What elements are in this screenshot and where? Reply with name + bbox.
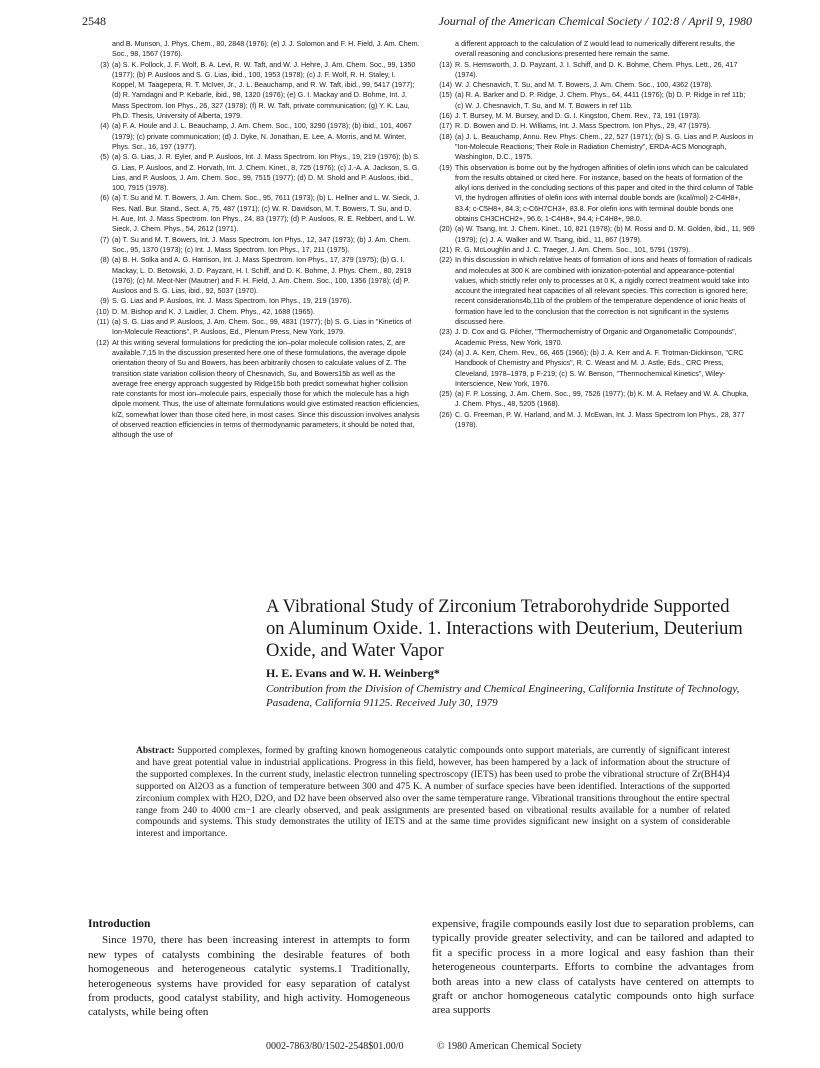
intro-paragraph-continued: expensive, fragile compounds easily lost due to separation problems, can typically provide greater selectivity, and can be tailored and adapted to fit a specific process in a more logical and easy fashion than their heterogeneous counterparts. Efforts to combine the advantages from both areas into a new class of catalysts have centered on attempts to graft or anchor homogeneous catalytic compounds onto high surface area supports <box>432 918 754 1017</box>
reference-entry <box>433 163 755 225</box>
reference-entry <box>433 39 755 60</box>
reference-text: J. D. Cox and G. Pilcher, "Thermochemistry of Organic and Organometallic Compounds", Academic Press, New York, 1970. <box>455 328 737 347</box>
reference-entry <box>90 121 420 152</box>
reference-text: (a) W. Tsang, Int. J. Chem. Kinet., 10, 821 (1978); (b) M. Rossi and D. M. Golden, ibid., 11, 969 (1979); (c) J. A. Walker and W. Tsang, ibid., 11, 867 (1979). <box>455 225 755 244</box>
page-number: 2548 <box>82 14 106 28</box>
reference-number: (19) <box>439 163 452 172</box>
contribution-line: Contribution from the Division of Chemistry and Chemical Engineering, California Institute of Technology, Pasadena, California 91125. Received July 30, 1979 <box>266 683 740 709</box>
reference-number: (5) <box>100 153 109 162</box>
reference-number: (13) <box>439 60 452 69</box>
reference-number: (23) <box>439 328 452 337</box>
reference-text: This observation is borne out by the hydrogen affinities of olefin ions which can be calculated from the results obtained or cited here. For instance, based on the heats of formation of the alkyl ions derived in the concluding sections of this paper and cited in the third column of Table VI, the hydrogen affinities of olefin ions with internal double bonds are (kcal/mol) 2-C4H8+, 83.4; c-C5H8+, 84.3; c-C6H7CH3+, 83.8. For olefin ions with terminal double bonds one obtains CH3CHCH2+, 96.6; 1-C4H8+, 94.4; i-C4H8+, 98.0. <box>455 163 753 224</box>
reference-entry <box>433 389 755 410</box>
reference-number: (21) <box>439 245 452 254</box>
reference-text: W. J. Chesnavich, T. Su, and M. T. Bowers, J. Am. Chem. Soc., 100, 4362 (1978). <box>455 81 713 90</box>
reference-text: J. T. Bursey, M. M. Bursey, and D. G. I. Kingston, Chem. Rev., 73, 191 (1973). <box>455 112 701 121</box>
reference-text: a different approach to the calculation of Z would lead to numerically different results, the overall reasoning and conclusions presented here remain the same. <box>455 40 735 59</box>
reference-text: (a) T. Su and M. T. Bowers, Int. J. Mass Spectrom. Ion Phys., 12, 347 (1973); (b) J. Am. Chem. Soc., 95, 1370 (1973); (c) Int. J. Mass Spectrom. Ion Phys., 17, 211 (1975). <box>112 235 411 254</box>
reference-text: (a) R. A. Barker and D. P. Ridge, J. Chem. Phys., 64, 4411 (1976); (b) D. P. Ridge in ref 11b; (c) W. J. Chesnavich, T. Su, and M. T. Bowers in ref 11b. <box>455 91 746 110</box>
reference-text: and B. Munson, J. Phys. Chem., 80, 2848 (1976); (e) J. J. Solomon and F. H. Field, J. Am. Chem. Soc., 98, 1567 (1976). <box>112 40 420 59</box>
reference-text: R. G. McLoughlin and J. C. Traeger, J. Am. Chem. Soc., 101, 5791 (1979). <box>455 245 691 254</box>
reference-entry <box>90 255 420 296</box>
reference-entry <box>90 39 420 60</box>
reference-text: (a) F. P. Lossing, J. Am. Chem. Soc., 99, 7526 (1977); (b) K. M. A. Refaey and W. A. Chupka, J. Chem. Phys., 48, 5205 (1968). <box>455 390 749 409</box>
reference-entry <box>90 193 420 234</box>
reference-text: At this writing several formulations for predicting the ion–polar molecule collision rates, Z, are available.7,15 In the discussion presented here one of these formulations, the average dipole orientation theory of Su and Bowers, has been arbitrarily chosen to calculate values of Z. The transition state variation collision theory of Chesnavich, Su, and Bowers15b as well as the average free energy approach suggested by Ridge15b both predict somewhat higher collision rate constants for most ion–molecule pairs, especially those for which the molecule has a high dipole moment. Thus, the use of alternate formulations would give estimated reaction efficiencies, k/Z, somewhat lower than those cited here, in most cases. Since this discussion involves analysis of observed reaction efficiencies in terms of thermodynamic parameters, it should be noted that, although the use of <box>112 338 420 440</box>
reference-number: (22) <box>439 256 452 265</box>
reference-text: (a) J. A. Kerr, Chem. Rev., 66, 465 (1966); (b) J. A. Kerr and A. F. Trotman-Dickinson, "CRC Handbook of Chemistry and Physics", R. C. Weast and M. J. Astle, Eds., CRC Press, Cleveland, 1978–1979, p F-219; (c) S. W. Benson, "Thermochemical Kinetics", Wiley-Interscience, New York, 1976. <box>455 348 744 388</box>
article-title: A Vibrational Study of Zirconium Tetraborohydride Supported on Aluminum Oxide. 1. Interactions with Deuterium, Deuterium Oxide, and Water Vapor <box>266 597 743 661</box>
reference-entry <box>433 132 755 163</box>
reference-text: R. S. Hemsworth, J. D. Payzant, J. I. Schiff, and D. K. Bohme, Chem. Phys. Lett., 26, 417 (1974). <box>455 60 738 79</box>
intro-right-column <box>432 917 754 1018</box>
reference-text: (a) F. A. Houle and J. L. Beauchamp, J. Am. Chem. Soc., 100, 3290 (1978); (b) ibid., 101, 4067 (1979); (c) private communication; (d) J. Dyke, N. Jonathan, E. Lee, A. Morris, and M. Winter, Phys. Scr., 16, 197 (1977). <box>112 122 412 151</box>
intro-heading: Introduction <box>88 918 151 930</box>
reference-text: R. D. Bowen and D. H. Williams, Int. J. Mass Spectrom. Ion Phys., 29, 47 (1979). <box>455 122 711 131</box>
reference-number: (7) <box>100 235 109 244</box>
reference-text: In this discussion in which relative heats of formation of ions and heats of formation of radicals and molecules at 300 K are combined with ionization-potential and appearance-potential values, which strictly refer only to processes at 0 K, a rigidly correct treatment would take into account the integrated heat capacities of all relevant species. This correction is ignored here; recent considerations4b,11b of the problem of the temperature dependence of ionic heats of formation have led to the conclusion that the correction is not significant in the systems discussed here. <box>455 256 752 327</box>
reference-entry <box>433 121 755 131</box>
reference-text: (a) S. G. Lias and P. Ausloos, J. Am. Chem. Soc., 99, 4831 (1977); (b) S. G. Lias in "Kinetics of Ion-Molecule Reactions", P. Ausloos, Ed., Plenum Press, New York, 1979. <box>112 318 412 337</box>
reference-entry <box>90 152 420 193</box>
reference-number: (8) <box>100 256 109 265</box>
reference-text: C. G. Freeman, P. W. Harland, and M. J. McEwan, Int. J. Mass Spectrom Ion Phys., 28, 377 (1978). <box>455 410 745 429</box>
reference-number: (3) <box>100 60 109 69</box>
intro-paragraph: Since 1970, there has been increasing interest in attempts to form new types of catalysts combining the desirable features of both homogeneous and heterogeneous catalytic systems.1 Traditionally, heterogeneous systems have provided for easy separation of catalyst from products, good catalyst stability, and high activity. Homogeneous catalysts, while being often <box>88 934 410 1019</box>
reference-entry <box>433 80 755 90</box>
article-header <box>266 596 746 710</box>
reference-number: (6) <box>100 194 109 203</box>
reference-entry <box>433 111 755 121</box>
reference-entry <box>433 90 755 111</box>
abstract-label: Abstract: <box>136 746 175 756</box>
reference-text: S. G. Lias and P. Ausloos, Int. J. Mass Spectrom. Ion Phys., 19, 219 (1976). <box>112 297 352 306</box>
reference-entry <box>90 235 420 256</box>
reference-text: (a) T. Su and M. T. Bowers, J. Am. Chem. Soc., 95, 7611 (1973); (b) L. Hellner and L. W. Sieck, J. Res. Natl. Bur. Stand., Sect. A, 75, 487 (1971); (c) W. R. Davidson, M. T. Bowers, T. Su, and D. H. Aue, Int. J. Mass Spectrom. Ion Phys., 24, 83 (1977); (d) P. Ausloos, R. E. Rebbert, and L. W. Sieck, J. Chem. Phys., 54, 2612 (1971). <box>112 194 420 234</box>
reference-entry <box>90 296 420 306</box>
reference-number: (15) <box>439 91 452 100</box>
article-code: 0002-7863/80/1502-2548$01.00/0 <box>266 1041 404 1052</box>
reference-entry <box>90 307 420 317</box>
reference-entry <box>433 327 755 348</box>
reference-entry <box>90 317 420 338</box>
reference-number: (17) <box>439 122 452 131</box>
reference-number: (14) <box>439 81 452 90</box>
abstract <box>136 746 730 841</box>
intro-left-column <box>88 917 410 1020</box>
reference-text: (a) S. G. Lias, J. R. Eyler, and P. Ausloos, Int. J. Mass Spectrom. Ion Phys., 19, 219 (1976); (b) S. G. Lias, P. Ausloos, and Z. Horvath, Int. J. Chem. Kinet., 8, 725 (1976); (c) J.-A. A. Jackson, S. G. Lias, and P. Ausloos, J. Am. Chem. Soc., 99, 7515 (1977); (d) D. M. Shold and P. Ausloos, ibid., 100, 7915 (1978). <box>112 153 420 193</box>
references-right-column <box>433 39 755 430</box>
reference-entry <box>90 338 420 441</box>
reference-number: (24) <box>439 348 452 357</box>
reference-text: (a) S. K. Pollock, J. F. Wolf, B. A. Levi, R. W. Taft, and W. J. Hehre, J. Am. Chem. Soc., 99, 1350 (1977); (b) P. Ausloos and S. G. Lias, ibid., 100, 1953 (1978); (c) J. F. Wolf, R. H. Staley, I. Koppel, M. Taagepera, R. T. McIver, Jr., J. L. Beauchamp, and R. W. Taft, ibid., 99, 5417 (1977); (d) R. Yamdagni and P. Kebarle, ibid., 98, 1320 (1976); (e) G. I. Mackay and D. Bohme, Int. J. Mass Spectrom. Ion Phys., 26, 327 (1978); (f) R. W. Taft, private communication; (g) Y. K. Lau, Ph.D. Thesis, University of Alberta, 1979. <box>112 60 416 121</box>
reference-entry <box>90 60 420 122</box>
reference-number: (12) <box>96 338 109 347</box>
reference-number: (16) <box>439 112 452 121</box>
reference-entry <box>433 60 755 81</box>
reference-entry <box>433 224 755 245</box>
reference-text: (a) J. L. Beauchamp, Annu. Rev. Phys. Chem., 22, 527 (1971); (b) S. G. Lias and P. Ausloos in "Ion-Molecule Reactions; Their Role in Radiation Chemistry", ERDA-ACS Monograph, Washington, D.C., 1975. <box>455 132 754 162</box>
reference-entry <box>433 255 755 327</box>
reference-number: (10) <box>96 307 109 316</box>
reference-number: (9) <box>100 297 109 306</box>
reference-text: (a) B. H. Solka and A. G. Harrison, Int. J. Mass Spectrom. Ion Phys., 17, 379 (1975); (b) G. I. Mackay, L. D. Betowski, J. D. Payzant, H. I. Schiff, and D. K. Bohme, J. Phys. Chem., 80, 2919 (1976); (c) M. Meot-Ner (Mautner) and F. H. Field, J. Am. Chem. Soc., 100, 1356 (1978); (d) P. Ausloos and S. G. Lias, ibid., 92, 5037 (1970). <box>112 256 412 296</box>
journal-citation: Journal of the American Chemical Society / 102:8 / April 9, 1980 <box>438 14 752 28</box>
reference-entry <box>433 410 755 431</box>
reference-number: (4) <box>100 122 109 131</box>
reference-text: D. M. Bishop and K. J. Laidler, J. Chem. Phys., 42, 1688 (1965). <box>112 307 315 316</box>
reference-number: (25) <box>439 390 452 399</box>
copyright: © 1980 American Chemical Society <box>437 1041 582 1052</box>
reference-number: (26) <box>439 410 452 419</box>
reference-number: (20) <box>439 225 452 234</box>
running-head <box>82 14 752 30</box>
reference-entry <box>433 245 755 255</box>
reference-number: (18) <box>439 132 452 141</box>
reference-number: (11) <box>96 318 109 327</box>
abstract-text: Supported complexes, formed by grafting known homogeneous catalytic compounds onto support materials, are currently of significant interest and have great potential value in industrial applications. Progress in this field, however, has been hampered by a lack of information about the structure of the supported complexes. In the current study, inelastic electron tunneling spectroscopy (IETS) has been used to probe the vibrational structure of Zr(BH4)4 supported on Al2O3 as a function of temperature between 300 and 475 K. A number of surface species have been identified. Interactions of the supported zirconium complex with H2O, D2O, and D2 have been observed also over the same temperature range. Vibrational transitions throughout the entire spectral range from 240 to 4000 cm−1 are clearly observed, and peak assignments are presented based on vibrational results available for a number of related compounds and systems. This study demonstrates the utility of IETS and at the same time provides significant new insight on a system of considerable interest and importance. <box>136 746 730 840</box>
reference-entry <box>433 348 755 389</box>
references-left-column <box>90 39 420 441</box>
article-authors: H. E. Evans and W. H. Weinberg* <box>266 666 440 680</box>
